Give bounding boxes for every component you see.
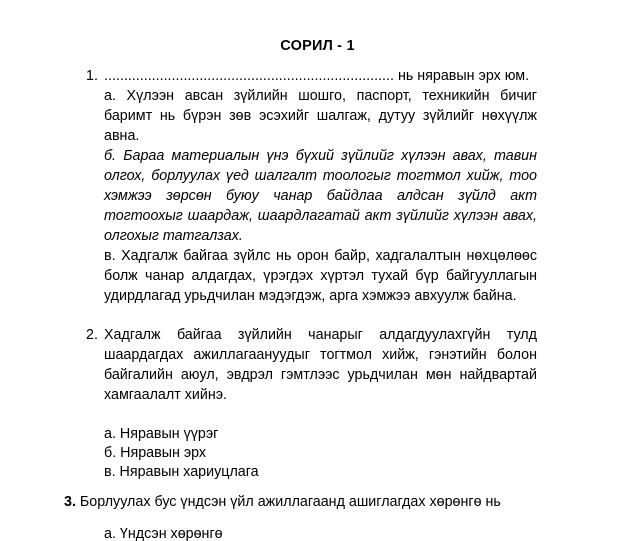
question-2-option-a: а. Нярав​ын үүрэг [104,426,219,442]
question-2-stem: Хадгалж байгаа зүйлийн чанарыг алдагдуулахгүйн тулд шаардагдах ажиллагаануудыг тогтмол хийж, гэнэтийн болон байгалийн аюул, эвдрэл гэмтлээс урьдчилан мөн найдвартай хамгаалалт хийнэ. [104,327,537,403]
question-3-number: 3. [64,494,76,510]
question-3 [64,492,501,512]
question-2-option-c: в. Нярав​ын хариуцлага [104,464,259,480]
question-1-stem: ......................................................................... нь няравын эрх юм. [104,68,530,84]
question-3-option-a: а. Үндсэн хөрөнгө [104,526,223,541]
question-1-option-c: в. Хадгалж байгаа зүйлс нь орон байр, хадгалалтын нөхцөлөөс болж чанар алдагдах, үрэгдэх хүртэл тухай бүр байгууллагын удирдлагад урьдчилан мэдэгдэж, арга хэмжээ авхуулж байна. [104,248,537,304]
page-title: СОРИЛ - 1 [280,38,355,54]
question-1-option-b: б. Бараа материалын үнэ бүхий зүйлийг хүлээн авах, тавин олгох, борлуулах үед шалгалт тоологыг тогтмол хийж, тоо хэмжээ зөрсөн буюу чанар байдлаа алдсан зүйлд акт тогтоохыг шаардаж, шаардлагатай акт зүйлийг хүлээн авах, олгохыг татгалзах. [104,148,537,244]
question-1-option-a: а. Хүлээн авсан зүйлийн шошго, паспорт, техникийн бичиг баримт нь бүрэн зөв эсэхийг шалгаж, дутуу зүйлийг нөхүүлж авна. [104,88,537,144]
question-3-stem: Борлуулах бус үндсэн үйл ажиллагаанд ашиглагдах хөрөнгө нь [75,494,501,510]
question-2-number: 2. [86,327,98,343]
question-2-option-b: б. Нярав​ын эрх [104,445,207,461]
question-1-number: 1. [86,68,98,84]
